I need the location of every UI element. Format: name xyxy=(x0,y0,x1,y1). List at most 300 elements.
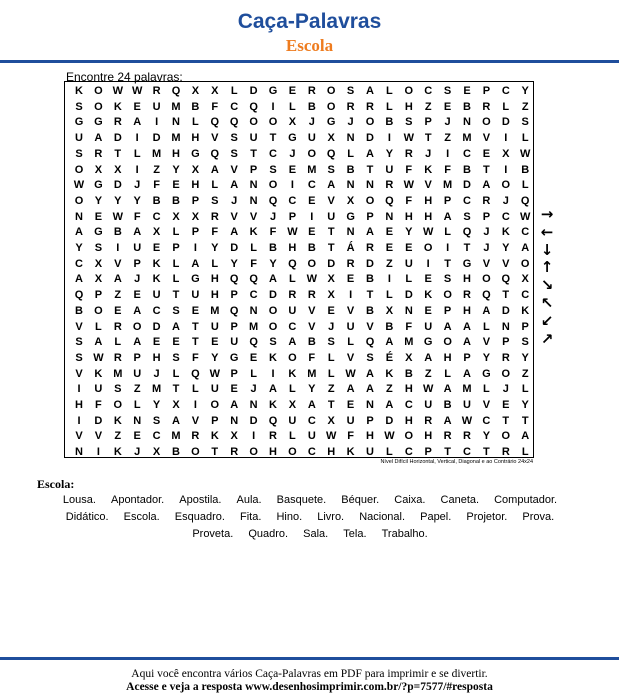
grid-letter: E xyxy=(133,100,141,113)
grid-letter: G xyxy=(326,116,336,129)
bottom-divider xyxy=(0,657,619,660)
grid-letter: R xyxy=(307,85,316,97)
grid-letter: J xyxy=(483,226,490,239)
grid-letter: X xyxy=(191,163,200,176)
grid-letter: S xyxy=(172,351,180,364)
grid-letter: O xyxy=(404,85,414,97)
grid-letter: D xyxy=(404,289,413,302)
grid-letter: J xyxy=(425,147,432,160)
grid-letter: W xyxy=(306,273,317,286)
grid-letter: C xyxy=(288,194,297,207)
grid-letter: F xyxy=(95,399,102,411)
grid-letter: Y xyxy=(152,399,161,411)
grid-letter: T xyxy=(250,147,257,160)
grid-letter: E xyxy=(502,399,510,411)
grid-letter: M xyxy=(152,383,162,396)
grid-letter: Y xyxy=(482,430,491,443)
grid-letter: F xyxy=(269,226,277,239)
grid-letter: N xyxy=(346,132,355,145)
top-divider xyxy=(0,60,619,63)
grid-letter: O xyxy=(501,430,511,443)
grid-letter: O xyxy=(326,100,336,113)
grid-letter: V xyxy=(482,132,491,145)
grid-letter: Z xyxy=(153,163,160,176)
grid-letter: F xyxy=(405,320,413,333)
grid-letter: N xyxy=(366,399,374,411)
grid-letter: K xyxy=(152,273,161,286)
grid-letter: A xyxy=(521,430,530,443)
word-list-item: Aula. xyxy=(236,494,262,506)
grid-letter: S xyxy=(75,351,83,364)
grid-letter: Y xyxy=(172,163,180,176)
grid-letter: D xyxy=(463,179,471,192)
grid-letter: V xyxy=(346,304,355,317)
grid-letter: R xyxy=(424,414,433,427)
grid-letter: I xyxy=(387,132,391,145)
grid-letter: J xyxy=(502,383,509,396)
grid-letter: F xyxy=(444,163,451,176)
grid-letter: E xyxy=(405,242,413,254)
grid-letter: E xyxy=(133,430,141,443)
grid-letter: P xyxy=(211,414,219,427)
grid-letter: X xyxy=(327,414,335,427)
grid-letter: C xyxy=(152,210,161,223)
grid-letter: E xyxy=(463,85,471,97)
arrow-up-right-icon: ↗ xyxy=(540,329,554,348)
grid-letter: V xyxy=(230,210,238,223)
grid-letter: L xyxy=(172,257,180,270)
grid-letter: D xyxy=(113,132,122,145)
grid-letter: Q xyxy=(326,147,336,160)
grid-letter: L xyxy=(444,367,451,380)
grid-letter: D xyxy=(113,179,122,192)
grid-letter: O xyxy=(501,179,511,192)
grid-letter: L xyxy=(133,399,141,411)
grid-letter: O xyxy=(94,85,103,97)
grid-letter: M xyxy=(404,336,414,349)
grid-letter: N xyxy=(501,320,510,333)
grid-letter: L xyxy=(289,273,296,286)
grid-letter: D xyxy=(385,414,394,427)
grid-letter: E xyxy=(288,85,297,97)
grid-letter: X xyxy=(327,289,335,302)
grid-letter: Z xyxy=(444,132,451,145)
grid-letter: O xyxy=(113,399,123,411)
grid-letter: W xyxy=(519,147,531,160)
grid-letter: L xyxy=(192,383,199,396)
grid-letter: P xyxy=(366,414,374,427)
grid-letter: S xyxy=(211,194,219,207)
grid-letter: B xyxy=(463,100,471,113)
grid-letter: H xyxy=(404,414,413,427)
grid-letter: R xyxy=(113,320,122,333)
grid-letter: O xyxy=(501,367,511,380)
grid-letter: L xyxy=(114,336,122,349)
grid-letter: I xyxy=(77,414,81,427)
grid-letter: W xyxy=(112,85,123,97)
grid-letter: P xyxy=(424,116,432,129)
grid-letter: O xyxy=(288,446,297,459)
grid-letter: M xyxy=(171,430,181,443)
grid-letter: W xyxy=(403,132,414,145)
grid-letter: L xyxy=(386,446,393,459)
grid-letter: Y xyxy=(502,242,510,254)
word-list-item: Livro. xyxy=(317,511,345,523)
grid-letter: K xyxy=(210,430,219,443)
grid-letter: X xyxy=(288,399,297,411)
grid-letter: L xyxy=(211,179,219,192)
grid-letter: X xyxy=(172,399,180,411)
grid-letter: B xyxy=(152,194,161,207)
grid-letter: O xyxy=(268,179,278,192)
grid-letter: V xyxy=(230,163,238,176)
grid-letter: Q xyxy=(482,289,491,302)
grid-letter: I xyxy=(504,163,508,176)
grid-letter: Q xyxy=(229,273,239,286)
grid-letter: U xyxy=(385,163,394,176)
grid-letter: I xyxy=(310,210,314,223)
grid-letter: X xyxy=(405,351,413,364)
grid-letter: P xyxy=(191,194,200,207)
grid-letter: L xyxy=(347,147,354,160)
grid-letter: Q xyxy=(171,85,181,97)
grid-letter: Y xyxy=(521,351,529,364)
grid-letter: W xyxy=(287,226,298,239)
grid-letter: L xyxy=(230,85,238,97)
grid-letter: Q xyxy=(520,194,530,207)
grid-letter: U xyxy=(424,320,433,333)
grid-letter: F xyxy=(133,210,141,223)
grid-letter: N xyxy=(366,179,374,192)
grid-letter: U xyxy=(346,320,355,333)
grid-letter: W xyxy=(422,226,434,239)
grid-letter: B xyxy=(385,116,394,129)
grid-letter: P xyxy=(502,336,510,349)
grid-letter: J xyxy=(502,194,509,207)
grid-letter: E xyxy=(230,383,238,396)
grid-letter: R xyxy=(443,430,452,443)
grid-letter: K xyxy=(269,399,277,411)
grid-letter: G xyxy=(191,273,200,286)
grid-letter: Y xyxy=(114,194,122,207)
grid-letter: S xyxy=(463,210,471,223)
grid-letter: Q xyxy=(229,116,239,129)
grid-letter: L xyxy=(386,85,393,97)
grid-letter: L xyxy=(95,320,102,333)
arrow-left-icon: ← xyxy=(540,222,554,241)
grid-letter: Z xyxy=(133,383,141,396)
grid-letter: P xyxy=(172,242,180,254)
grid-letter: N xyxy=(404,304,413,317)
grid-letter: O xyxy=(443,336,452,349)
grid-letter: M xyxy=(307,163,317,176)
grid-letter: A xyxy=(424,351,433,364)
grid-letter: B xyxy=(113,226,122,239)
word-list-item: Didático. xyxy=(65,511,109,523)
grid-letter: J xyxy=(328,320,335,333)
grid-letter: A xyxy=(463,367,471,380)
grid-letter: J xyxy=(250,383,257,396)
grid-letter: T xyxy=(366,289,374,302)
grid-letter: X xyxy=(327,273,335,286)
grid-letter: U xyxy=(133,367,142,380)
grid-letter: M xyxy=(171,100,181,113)
grid-letter: K xyxy=(269,351,277,364)
grid-letter: P xyxy=(230,289,238,302)
grid-letter: A xyxy=(443,210,452,223)
grid-letter: H xyxy=(463,273,471,286)
grid-letter: I xyxy=(155,116,159,129)
grid-letter: H xyxy=(210,289,219,302)
grid-letter: L xyxy=(250,242,257,254)
grid-letter: P xyxy=(288,210,297,223)
grid-letter: Á xyxy=(346,242,355,254)
grid-letter: H xyxy=(424,430,433,443)
grid-letter: V xyxy=(75,320,83,333)
grid-letter: S xyxy=(366,351,374,364)
grid-letter: V xyxy=(191,414,200,427)
grid-letter: R xyxy=(463,430,471,443)
grid-letter: A xyxy=(191,257,200,270)
grid-letter: S xyxy=(327,336,335,349)
grid-letter: E xyxy=(482,147,491,160)
grid-letter: Q xyxy=(462,226,472,239)
grid-letter: K xyxy=(501,226,510,239)
grid-letter: L xyxy=(133,147,141,160)
grid-letter: M xyxy=(249,320,259,333)
grid-letter: X xyxy=(230,430,238,443)
grid-letter: F xyxy=(250,257,257,270)
grid-letter: O xyxy=(307,147,317,160)
grid-letter: B xyxy=(521,163,530,176)
grid-letter: C xyxy=(75,257,83,270)
word-list-item: Hino. xyxy=(276,511,303,523)
grid-letter: E xyxy=(152,336,161,349)
grid-letter: P xyxy=(191,226,200,239)
grid-letter: N xyxy=(346,179,355,192)
grid-letter: E xyxy=(385,242,394,254)
grid-letter: W xyxy=(131,85,143,97)
word-list-item: Caixa. xyxy=(394,494,426,506)
grid-letter: L xyxy=(521,132,529,145)
grid-letter: U xyxy=(210,383,219,396)
grid-letter: Y xyxy=(94,194,103,207)
grid-letter: K xyxy=(346,446,355,459)
grid-letter: A xyxy=(94,132,103,145)
grid-letter: Q xyxy=(365,336,375,349)
grid-letter: K xyxy=(424,163,433,176)
grid-letter: A xyxy=(133,304,142,317)
grid-letter: N xyxy=(463,116,471,129)
word-list-item: Basquete. xyxy=(276,494,327,506)
grid-letter: W xyxy=(384,430,395,443)
grid-letter: A xyxy=(443,414,452,427)
grid-letter: U xyxy=(307,132,316,145)
grid-letter: Y xyxy=(482,351,491,364)
grid-letter: N xyxy=(249,194,258,207)
grid-letter: A xyxy=(366,367,374,380)
grid-letter: P xyxy=(443,194,452,207)
grid-letter: O xyxy=(443,289,452,302)
grid-letter: L xyxy=(444,226,451,239)
grid-letter: J xyxy=(134,179,141,192)
grid-letter: H xyxy=(191,132,200,145)
grid-letter: Y xyxy=(211,242,219,254)
grid-letter: P xyxy=(443,304,452,317)
grid-letter: K xyxy=(113,446,122,459)
grid-letter: H xyxy=(366,430,374,443)
grid-letter: A xyxy=(172,320,180,333)
grid-letter: C xyxy=(307,179,316,192)
grid-letter: V xyxy=(482,257,491,270)
grid-letter: N xyxy=(346,226,355,239)
grid-letter: B xyxy=(307,100,316,113)
grid-letter: D xyxy=(230,242,239,254)
word-list-item: Prova. xyxy=(522,511,555,523)
grid-letter: T xyxy=(327,399,335,411)
grid-letter: F xyxy=(153,179,160,192)
grid-letter: Z xyxy=(114,289,122,302)
grid-letter: W xyxy=(112,210,123,223)
word-list-item: Caneta. xyxy=(440,494,480,506)
footer xyxy=(0,668,619,694)
grid-letter: O xyxy=(94,100,103,113)
word-list-item: Computador. xyxy=(494,494,558,506)
grid-letter: T xyxy=(502,289,510,302)
grid-letter: J xyxy=(483,242,490,254)
grid-letter: A xyxy=(482,304,491,317)
grid-letter: V xyxy=(482,336,491,349)
grid-letter: R xyxy=(152,85,161,97)
grid-letter: O xyxy=(74,163,84,176)
grid-letter: C xyxy=(521,226,530,239)
grid-letter: R xyxy=(210,210,219,223)
grid-letter: G xyxy=(462,257,472,270)
grid-letter: R xyxy=(501,351,510,364)
grid-letter: Z xyxy=(114,430,122,443)
grid-letter: Y xyxy=(269,257,277,270)
grid-letter: H xyxy=(191,179,200,192)
grid-letter: P xyxy=(249,163,258,176)
grid-letter: S xyxy=(269,336,277,349)
grid-letter: X xyxy=(288,116,297,129)
grid-letter: F xyxy=(347,430,354,443)
grid-letter: Q xyxy=(385,194,394,207)
grid-letter: J xyxy=(153,367,160,380)
grid-letter: R xyxy=(501,446,510,459)
grid-letter: G xyxy=(94,226,103,239)
grid-letter: S xyxy=(230,147,238,160)
grid-letter: E xyxy=(424,273,432,286)
grid-letter: X xyxy=(94,257,103,270)
grid-letter: S xyxy=(94,242,103,254)
word-list-item: Sala. xyxy=(303,528,329,540)
grid-letter: B xyxy=(269,242,277,254)
grid-letter: Y xyxy=(230,257,238,270)
grid-letter: U xyxy=(191,289,200,302)
grid-letter: H xyxy=(269,446,277,459)
arrow-down-left-icon: ↙ xyxy=(540,311,554,330)
grid-letter: D xyxy=(249,414,258,427)
grid-letter: A xyxy=(288,336,297,349)
grid-letter: S xyxy=(75,336,83,349)
grid-letter: C xyxy=(152,430,161,443)
grid-letter: Q xyxy=(268,194,278,207)
grid-letter: I xyxy=(446,242,450,254)
grid-letter: O xyxy=(307,257,317,270)
grid-letter: O xyxy=(365,116,375,129)
grid-letter: X xyxy=(191,85,200,97)
grid-letter: Y xyxy=(308,383,316,396)
grid-letter: Q xyxy=(249,273,258,286)
arrow-down-icon: ↓ xyxy=(540,240,554,259)
grid-letter: H xyxy=(424,194,433,207)
grid-letter: R xyxy=(385,179,394,192)
grid-letter: D xyxy=(152,320,161,333)
arrow-right-icon: → xyxy=(540,205,554,223)
word-list-item: Fita. xyxy=(240,511,262,523)
grid-letter: E xyxy=(152,242,161,254)
grid-letter: L xyxy=(327,367,335,380)
grid-letter: M xyxy=(210,304,220,317)
grid-letter: F xyxy=(405,194,413,207)
word-list-item: Nacional. xyxy=(359,511,406,523)
grid-letter: U xyxy=(288,414,297,427)
grid-letter: M xyxy=(152,147,162,160)
grid-letter: T xyxy=(483,446,490,459)
grid-letter: C xyxy=(463,147,471,160)
grid-letter: X xyxy=(94,163,103,176)
grid-letter: U xyxy=(249,132,258,145)
grid-letter: G xyxy=(229,351,239,364)
grid-letter: E xyxy=(191,304,200,317)
grid-letter: I xyxy=(116,242,120,254)
grid-letter: G xyxy=(94,179,103,192)
grid-letter: C xyxy=(288,320,297,333)
grid-letter: N xyxy=(172,116,180,129)
grid-letter: I xyxy=(271,367,275,380)
grid-letter: L xyxy=(172,226,180,239)
grid-letter: L xyxy=(521,383,529,396)
grid-letter: D xyxy=(152,132,161,145)
grid-letter: A xyxy=(210,163,219,176)
grid-letter: S xyxy=(75,147,83,160)
grid-letter: Y xyxy=(385,147,394,160)
grid-letter: O xyxy=(268,304,278,317)
grid-letter: U xyxy=(463,399,471,411)
grid-letter: S xyxy=(443,85,452,97)
grid-letter: U xyxy=(366,446,374,459)
grid-letter: K xyxy=(288,367,297,380)
grid-letter: T xyxy=(192,320,199,333)
grid-letter: U xyxy=(94,383,103,396)
grid-letter: L xyxy=(347,336,354,349)
grid-letter: S xyxy=(152,414,161,427)
grid-letter: L xyxy=(289,100,296,113)
grid-letter: L xyxy=(386,100,393,113)
word-list-item: Trabalho. xyxy=(381,528,428,540)
arrow-up-icon: ↑ xyxy=(540,258,554,277)
grid-letter: V xyxy=(327,194,335,207)
grid-letter: W xyxy=(422,383,434,396)
word-list-item: Lousa. xyxy=(62,494,96,506)
grid-letter: M xyxy=(462,132,472,145)
grid-letter: T xyxy=(114,147,122,160)
grid-letter: A xyxy=(366,85,374,97)
grid-letter: S xyxy=(443,273,452,286)
grid-letter: H xyxy=(75,399,83,411)
grid-letter: P xyxy=(230,367,238,380)
